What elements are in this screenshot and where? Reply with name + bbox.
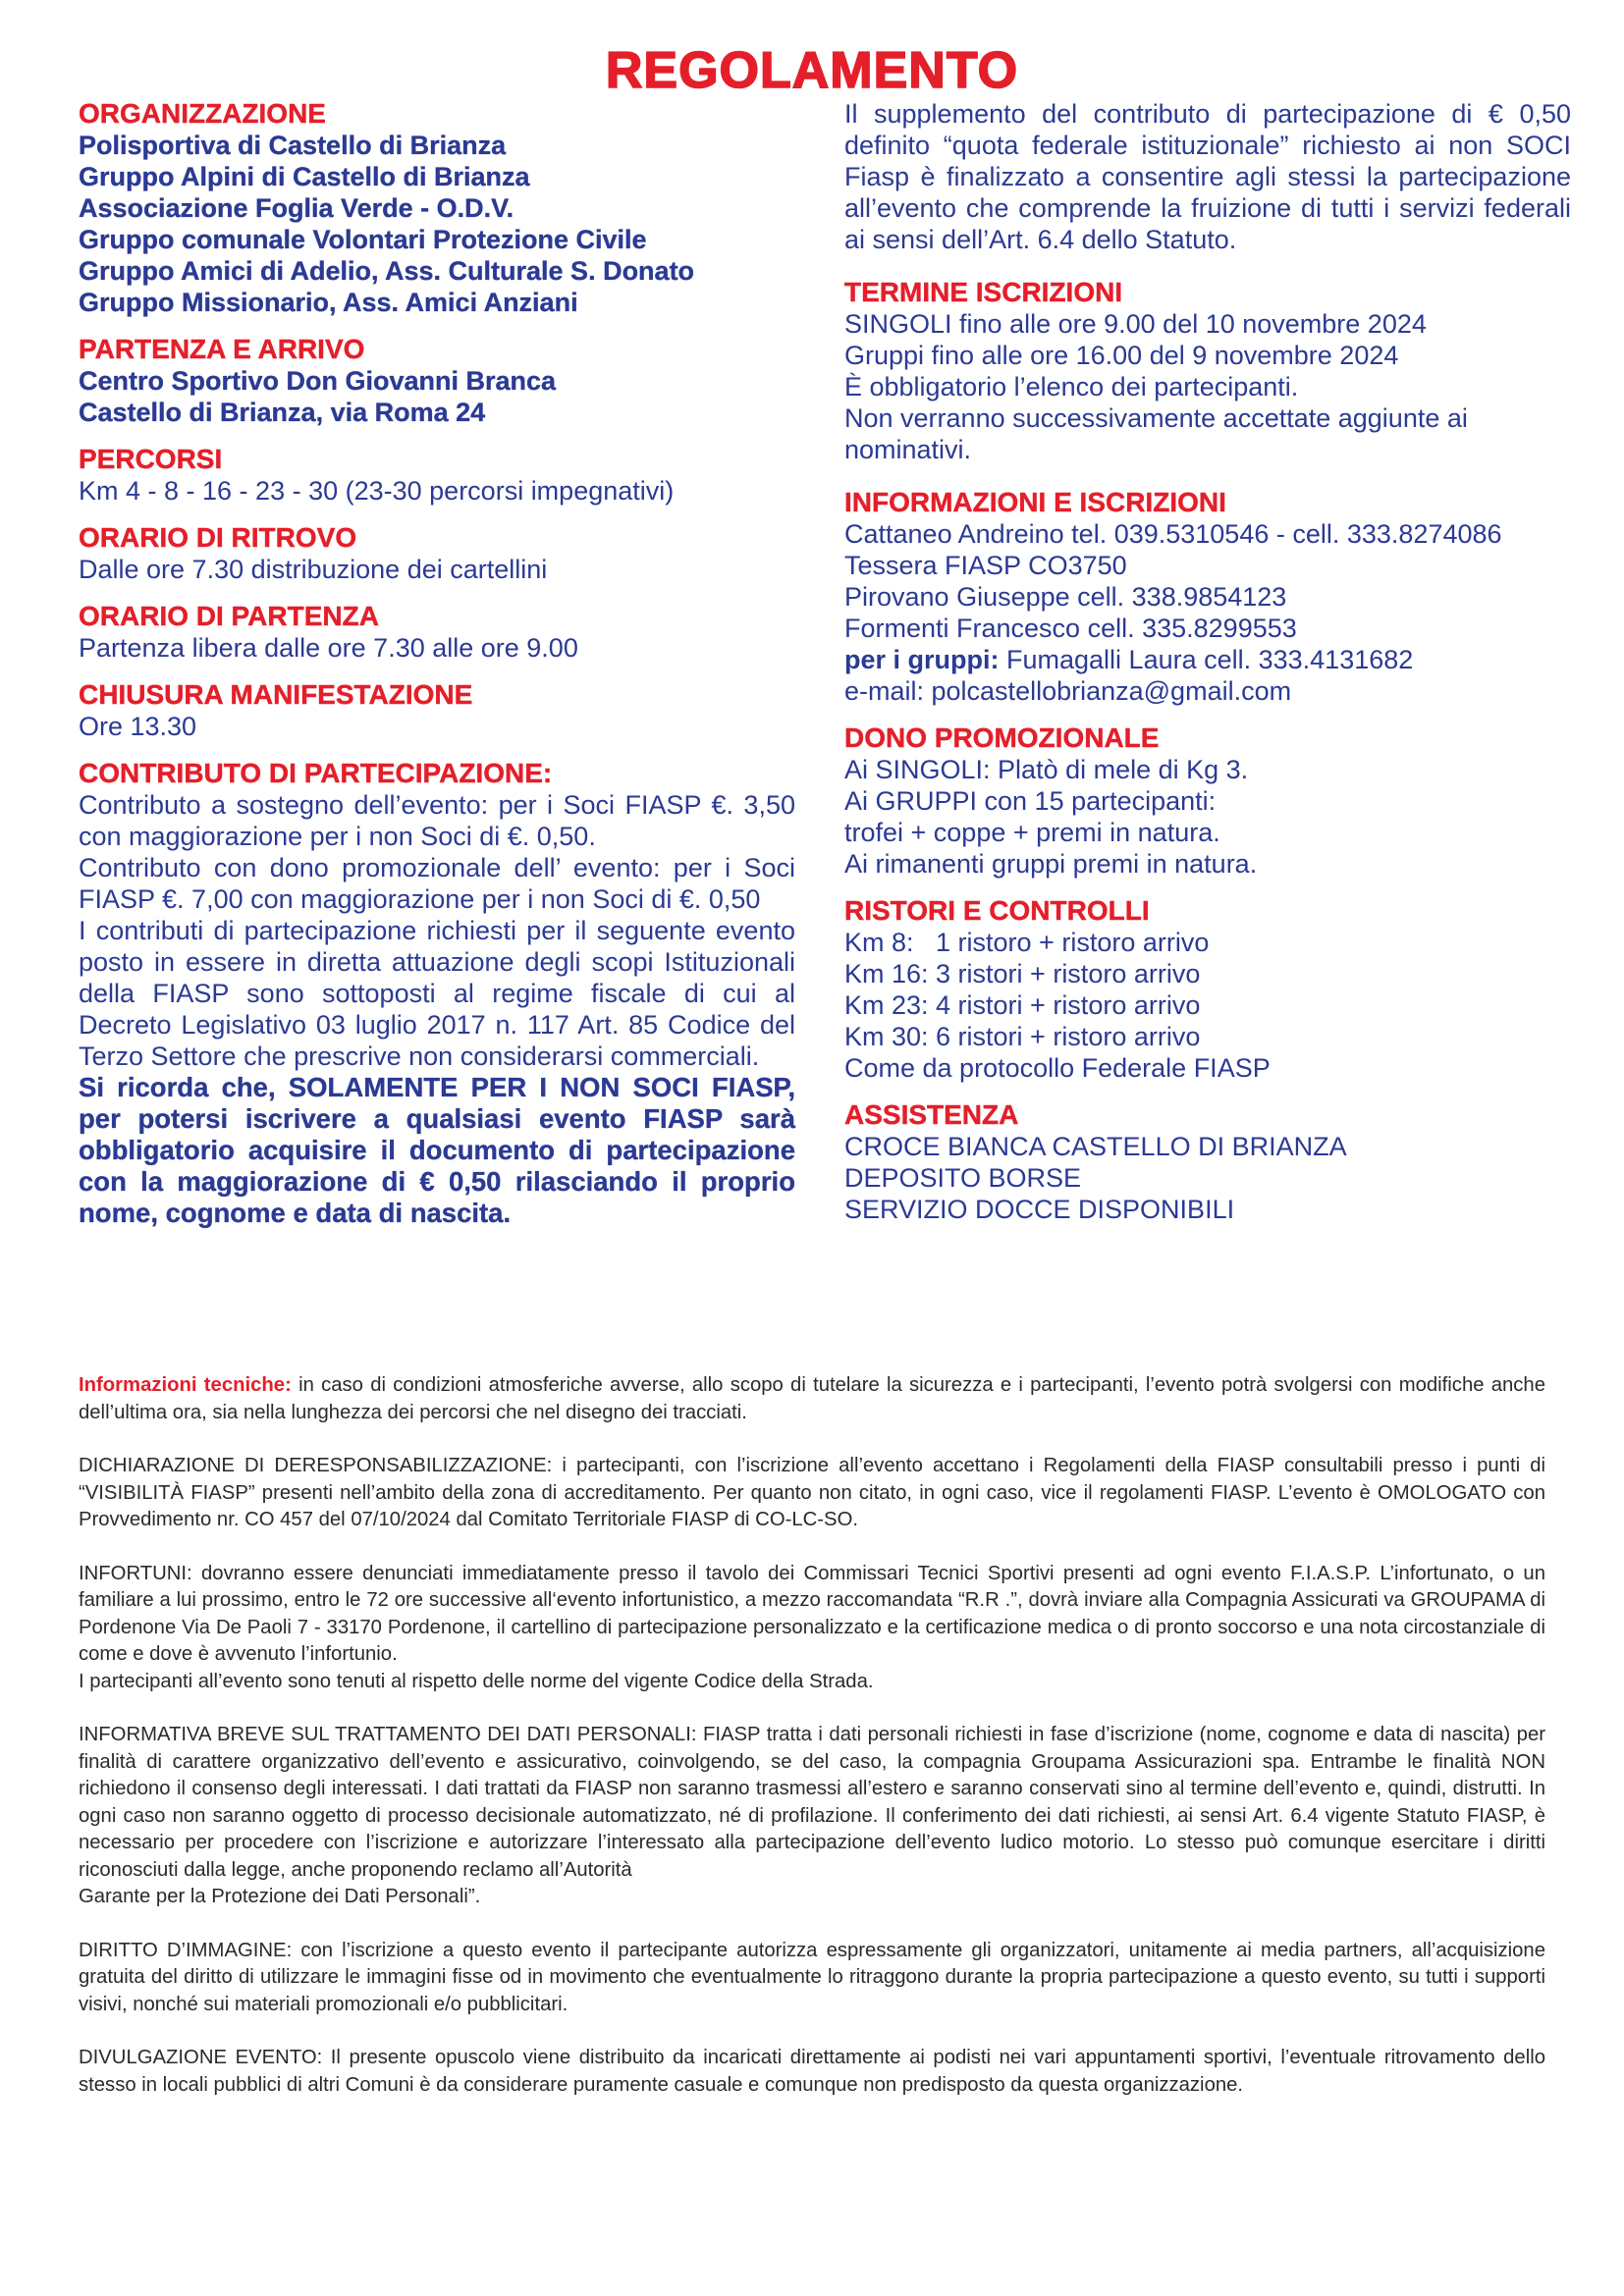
section-supplemento [844,98,1571,255]
email-line: e-mail: polcastellobrianza@gmail.com [844,676,1292,706]
dono-line: Ai rimanenti gruppi premi in natura. [844,849,1258,879]
section-dono [844,722,1571,880]
immagine-paragraph: DIRITTO D’IMMAGINE: con l’iscrizione a questo evento il partecipante autorizza espressamente gli organizzatori, unitamente ai media partners, all’acquisizione gratuita del diritto di utilizzare le immagini fisse od in movimento che eventualmente lo ritraggono durante la propria partecipazione a questo evento, su tutti i supporti visivi, nonché sui materiali promozionali e/o pubblicitari. [79,1939,1545,2015]
informativa-text: INFORMATIVA BREVE SUL TRATTAMENTO DEI DATI PERSONALI: FIASP tratta i dati personali richiesti in fase d’iscrizione (nome, cognome e data di nascita) per finalità di carattere organizzativo dell’evento e assicurativo, coinvolgendo, se del caso, la compagnia Groupama Assicurazioni spa. Entrambe le finalità NON richiedono il consenso degli interessati. I dati trattati da FIASP non saranno trasmessi all’estero e saranno conservati sino al termine dell’evento e, quindi, distrutti. In ogni caso non saranno oggetto di processo decisionale automatizzato, né di profilazione. Il conferimento dei dati richiesti, ai sensi Art. 6.4 vigente Statuto FIASP, è necessario per procedere con l’iscrizione e autorizzare l’interessato alla partecipazione dell’evento ludico motorio. Lo stesso può comunque esercitare i diritti riconosciuti dalla legge, anche proponendo reclamo all’Autorità [79,1724,1545,1881]
legal-notes [79,1372,1545,2125]
venue-line: Castello di Brianza, via Roma 24 [79,398,486,427]
infortuni-text: INFORTUNI: dovranno essere denunciati immediatamente presso il tavolo dei Commissari Tecnici Sportivi presenti ad ogni evento F.I.A.S.P. L’infortunato, o un familiare a lui prossimo, entro le 72 ore successive all‘evento infortunistico, a mezzo raccomandata “R.R .”, dovrà inviare alla Compagnia Assicurati va GROUPAMA di Pordenone Via De Paoli 7 - 33170 Pordenone, il cartellino di partecipazione personalizzato e la certificazione medica o di pronto soccorso e una nota circostanziale di come e dove è avvenuto l’infortunio. [79,1562,1545,1665]
ristori-line: Km 23: 4 ristori + ristoro arrivo [844,990,1201,1020]
info-tecniche-text: in caso di condizioni atmosferiche avverse, allo scopo di tutelare la sicurezza e i partecipanti, l’evento potrà svolgersi con modifiche anche dell’ultima ora, sia nella lunghezza dei percorsi che nel disegno dei tracciati. [79,1374,1545,1423]
orario-partenza-text: Partenza libera dalle ore 7.30 alle ore 9.00 [79,633,578,663]
contributo-paragraph: Contributo a sostegno dell’evento: per i Soci FIASP €. 3,50 con maggiorazione per i non Soci di €. 0,50. [79,790,795,851]
organizer-line: Gruppo comunale Volontari Protezione Civile [79,225,647,254]
contributo-non-soci-paragraph: Si ricorda che, SOLAMENTE PER I NON SOCI FIASP, per potersi iscrivere a qualsiasi evento FIASP sarà obbligatorio acquisire il documento di partecipazione con la maggiorazione di € 0,50 rilasciando il proprio nome, cognome e data di nascita. [79,1072,795,1228]
organizer-line: Polisportiva di Castello di Brianza [79,131,507,160]
heading-informazioni: INFORMAZIONI E ISCRIZIONI [844,487,1226,517]
heading-chiusura: CHIUSURA MANIFESTAZIONE [79,679,473,710]
contributo-paragraph: Contributo con dono promozionale dell’ evento: per i Soci FIASP €. 7,00 con maggiorazione per i non Soci di €. 0,50 [79,853,795,914]
heading-dono: DONO PROMOZIONALE [844,722,1160,753]
section-organizzazione [79,98,795,318]
contributo-fiscal-paragraph: I contributi di partecipazione richiesti per il seguente evento posto in essere in diretta attuazione degli scopi Istituzionali della FIASP sono sottoposti al regime fiscale di cui al Decreto Legislativo 03 luglio 2017 n. 117 Art. 85 Codice del Terzo Settore che prescrive non considerarsi commerciali. [79,916,795,1071]
contact-line-groups [844,644,1571,675]
info-tecniche-paragraph [79,1372,1545,1426]
chiusura-text: Ore 13.30 [79,712,197,741]
infortuni-codice-strada: I partecipanti all’evento sono tenuti al rispetto delle norme del vigente Codice della Strada. [79,1670,874,1692]
section-ristori [844,895,1571,1084]
termine-line: Non verranno successivamente accettate aggiunte ai nominativi. [844,403,1468,464]
section-chiusura [79,679,795,742]
divulgazione-paragraph: DIVULGAZIONE EVENTO: Il presente opuscolo viene distribuito da incaricati direttamente ai podisti nei vari appuntamenti sportivi, l’eventuale ritrovamento dello stesso in locali pubblici di altri Comuni è da considerare puramente casuale e comunque non predisposto da questa organizzazione. [79,2047,1545,2096]
infortuni-paragraph [79,1561,1545,1696]
contact-line: Pirovano Giuseppe cell. 338.9854123 [844,582,1287,612]
section-termine [844,277,1571,465]
section-percorsi [79,444,795,507]
assistenza-line: SERVIZIO DOCCE DISPONIBILI [844,1195,1235,1224]
section-orario-partenza [79,601,795,664]
heading-assistenza: ASSISTENZA [844,1099,1019,1130]
supplemento-paragraph: Il supplemento del contributo di partecipazione di € 0,50 definito “quota federale istituzionale” richiesto ai non SOCI Fiasp è finalizzato a consentire agli stessi la partecipazione all’evento che comprende la fruizione di tutti i servizi federali ai sensi dell’Art. 6.4 dello Statuto. [844,99,1571,254]
percorsi-text: Km 4 - 8 - 16 - 23 - 30 (23-30 percorsi impegnativi) [79,476,675,506]
ristori-line: Km 16: 3 ristori + ristoro arrivo [844,959,1201,988]
info-tecniche-label: Informazioni tecniche: [79,1374,292,1396]
dono-line: trofei + coppe + premi in natura. [844,818,1220,847]
assistenza-line: CROCE BIANCA CASTELLO DI BRIANZA [844,1132,1347,1161]
termine-line: Gruppi fino alle ore 16.00 del 9 novembre 2024 [844,341,1399,370]
ristori-line: Km 30: 6 ristori + ristoro arrivo [844,1022,1201,1051]
ristori-line: Km 8: 1 ristoro + ristoro arrivo [844,928,1210,957]
section-informazioni [844,487,1571,707]
heading-partenza: PARTENZA E ARRIVO [79,334,365,364]
contact-line: Tessera FIASP CO3750 [844,551,1127,580]
section-contributo [79,758,795,1229]
right-column [844,98,1571,1241]
organizer-line: Gruppo Amici di Adelio, Ass. Culturale S. Donato [79,256,695,286]
termine-line: È obbligatorio l’elenco dei partecipanti. [844,372,1299,401]
informativa-garante: Garante per la Protezione dei Dati Personali”. [79,1886,481,1907]
heading-organizzazione: ORGANIZZAZIONE [79,98,326,129]
groups-contact: Fumagalli Laura cell. 333.4131682 [999,645,1414,674]
ristori-line: Come da protocollo Federale FIASP [844,1053,1271,1083]
contact-line: Cattaneo Andreino tel. 039.5310546 - cell. 333.8274086 [844,519,1502,549]
heading-percorsi: PERCORSI [79,444,223,474]
assistenza-line: DEPOSITO BORSE [844,1163,1082,1193]
section-ritrovo [79,522,795,585]
heading-termine: TERMINE ISCRIZIONI [844,277,1123,307]
heading-ristori: RISTORI E CONTROLLI [844,895,1150,926]
section-partenza [79,334,795,428]
informativa-paragraph [79,1722,1545,1911]
page-title: REGOLAMENTO [605,42,1019,99]
dono-line: Ai SINGOLI: Platò di mele di Kg 3. [844,755,1249,784]
section-assistenza [844,1099,1571,1225]
ritrovo-text: Dalle ore 7.30 distribuzione dei cartellini [79,555,548,584]
left-column [79,98,795,1245]
heading-orario-partenza: ORARIO DI PARTENZA [79,601,379,631]
heading-ritrovo: ORARIO DI RITROVO [79,522,357,553]
groups-label: per i gruppi: [844,645,1000,674]
contact-line: Formenti Francesco cell. 335.8299553 [844,614,1297,643]
venue-line: Centro Sportivo Don Giovanni Branca [79,366,557,396]
dichiarazione-paragraph: DICHIARAZIONE DI DERESPONSABILIZZAZIONE: i partecipanti, con l’iscrizione all’evento accettano i Regolamenti della FIASP consultabili presso i punti di “VISIBILITÀ FIASP” presenti nell’ambito della zona di accreditamento. Per quanto non citato, in ogni caso, vice il regolamenti FIASP. L’evento è OMOLOGATO con Provvedimento nr. CO 457 del 07/10/2024 dal Comitato Territoriale FIASP di CO-LC-SO. [79,1455,1545,1530]
organizer-line: Gruppo Alpini di Castello di Brianza [79,162,530,191]
dono-line: Ai GRUPPI con 15 partecipanti: [844,786,1217,816]
termine-line: SINGOLI fino alle ore 9.00 del 10 novembre 2024 [844,309,1427,339]
organizer-line: Gruppo Missionario, Ass. Amici Anziani [79,288,578,317]
heading-contributo: CONTRIBUTO DI PARTECIPAZIONE: [79,758,553,788]
organizer-line: Associazione Foglia Verde - O.D.V. [79,193,514,223]
